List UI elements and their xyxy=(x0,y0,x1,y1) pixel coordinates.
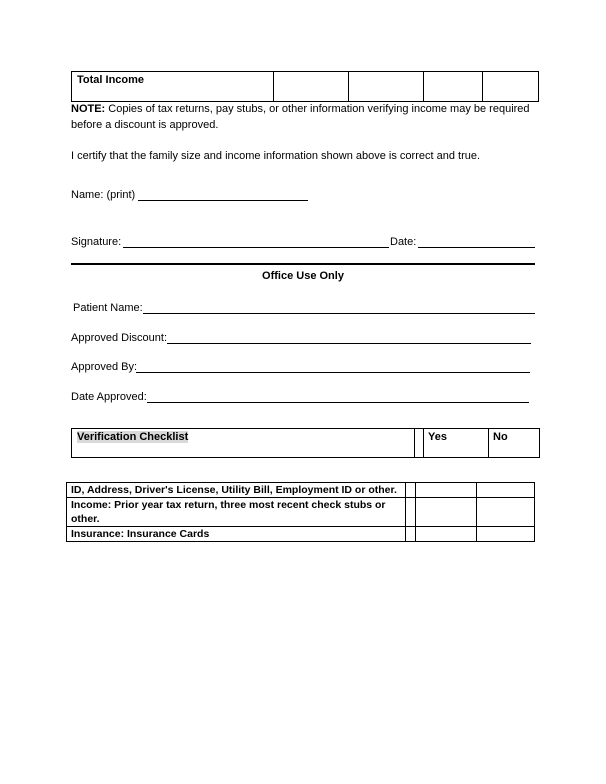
note-text: Copies of tax returns, pay stubs, or other information verifying income may be required before a discount is approved. xyxy=(71,103,530,131)
checklist-table xyxy=(66,482,535,542)
name-print-label: Name: (print) xyxy=(71,189,136,201)
income-cell-1[interactable] xyxy=(274,72,349,102)
verification-header-cell xyxy=(72,429,415,458)
checklist-no-cell[interactable] xyxy=(477,498,535,527)
yes-header-cell xyxy=(424,429,489,458)
total-income-label-cell xyxy=(72,72,274,102)
note-prefix: NOTE: xyxy=(71,103,106,115)
date-field[interactable] xyxy=(418,247,535,248)
table-row xyxy=(67,483,535,498)
approved-by-field[interactable] xyxy=(136,372,530,373)
total-income-table xyxy=(71,71,539,102)
income-cell-2[interactable] xyxy=(349,72,424,102)
checklist-item-insurance: Insurance: Insurance Cards xyxy=(71,528,210,540)
checklist-no-cell[interactable] xyxy=(477,483,535,498)
checklist-spacer-cell xyxy=(406,498,416,527)
checklist-item-cell xyxy=(67,527,406,542)
patient-name-field[interactable] xyxy=(143,313,535,314)
date-label: Date: xyxy=(390,236,417,248)
name-print-field[interactable] xyxy=(138,200,308,201)
income-cell-3[interactable] xyxy=(424,72,483,102)
office-use-title: Office Use Only xyxy=(262,270,344,282)
note-paragraph xyxy=(71,101,541,133)
date-approved-label: Date Approved: xyxy=(71,391,147,403)
checklist-item-id: ID, Address, Driver's License, Utility Bill, Employment ID or other. xyxy=(71,484,397,496)
verification-header-table xyxy=(71,428,540,458)
checklist-yes-cell[interactable] xyxy=(416,483,477,498)
checklist-item-cell xyxy=(67,498,406,527)
certify-statement: I certify that the family size and income information shown above is correct and true. xyxy=(71,150,481,162)
signature-label: Signature: xyxy=(71,236,122,248)
signature-field[interactable] xyxy=(123,247,389,248)
yes-header: Yes xyxy=(428,431,447,443)
approved-by-label: Approved By: xyxy=(71,361,138,373)
checklist-no-cell[interactable] xyxy=(477,527,535,542)
checklist-spacer-cell xyxy=(406,527,416,542)
checklist-yes-cell[interactable] xyxy=(416,498,477,527)
verification-header: Verification Checklist xyxy=(77,431,189,443)
patient-name-label: Patient Name: xyxy=(73,302,143,314)
no-header-cell xyxy=(489,429,540,458)
total-income-label: Total Income xyxy=(77,74,145,86)
checklist-yes-cell[interactable] xyxy=(416,527,477,542)
checklist-spacer-cell xyxy=(406,483,416,498)
checklist-item-income: Income: Prior year tax return, three most recent check stubs or other. xyxy=(71,499,386,525)
income-cell-4[interactable] xyxy=(483,72,539,102)
approved-discount-field[interactable] xyxy=(167,343,531,344)
checklist-item-cell xyxy=(67,483,406,498)
verification-spacer-cell xyxy=(415,429,424,458)
table-row xyxy=(67,527,535,542)
approved-discount-label: Approved Discount: xyxy=(71,332,167,344)
section-divider xyxy=(71,263,535,265)
table-row xyxy=(67,498,535,527)
no-header: No xyxy=(493,431,508,443)
date-approved-field[interactable] xyxy=(147,402,529,403)
